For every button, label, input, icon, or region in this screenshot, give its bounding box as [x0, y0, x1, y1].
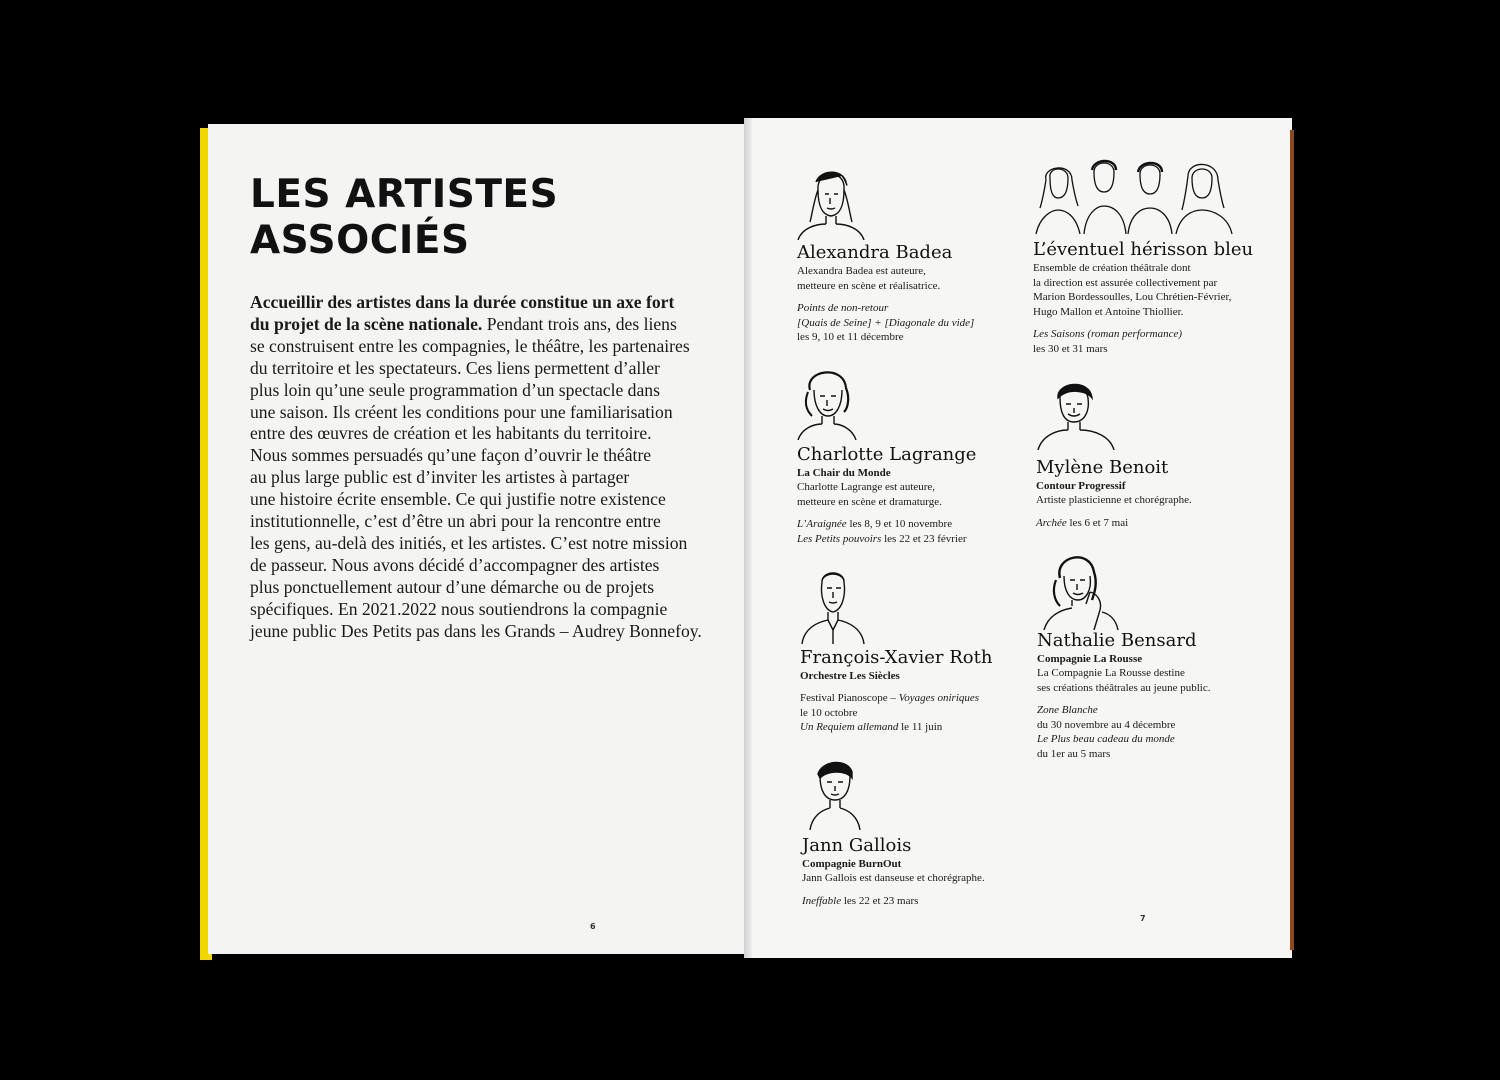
show-dates: du 30 novembre au 4 décembre	[1037, 718, 1176, 731]
page-title	[250, 172, 558, 264]
show-dates: les 22 et 23 février	[881, 532, 967, 545]
artist-entry	[1037, 630, 1211, 761]
show-title: Ineffable	[802, 894, 842, 907]
intro-text: Pendant trois ans, des liens	[482, 313, 677, 334]
show-title: [Quais de Seine] + [Diagonale du vide]	[797, 316, 975, 329]
show-line	[797, 316, 974, 331]
show-prefix: Festival Pianoscope –	[800, 692, 899, 704]
artist-company: Compagnie BurnOut	[802, 858, 902, 870]
page-number-left: 6	[590, 922, 596, 931]
show-line	[1036, 516, 1192, 531]
artist-entry	[802, 835, 985, 908]
artist-description: Hugo Mallon et Antoine Thiollier.	[1033, 305, 1184, 318]
spacer	[800, 683, 992, 691]
artist-description: Charlotte Lagrange est auteure,	[797, 481, 936, 493]
intro-bold: du projet de la scène nationale.	[250, 313, 483, 334]
show-line	[800, 720, 992, 735]
right-page-edge	[1290, 130, 1294, 950]
artist-company: Contour Progressif	[1036, 480, 1126, 492]
intro-line: jeune public Des Petits pas dans les Grands – Audrey Bonnefoy.	[250, 620, 702, 641]
show-title: Points de non-retour	[797, 302, 889, 314]
spacer	[1036, 508, 1192, 516]
intro-line: une saison. Ils créent les conditions pour une familiarisation	[250, 401, 673, 422]
show-line	[797, 517, 976, 532]
spacer	[797, 293, 974, 301]
intro-line: du territoire et les spectateurs. Ces liens permettent d’aller	[250, 357, 660, 378]
artist-name: Charlotte Lagrange	[797, 444, 977, 465]
artist-company: Orchestre Les Siècles	[800, 670, 900, 682]
intro-bold: Accueillir des artistes dans la durée constitue un axe fort	[250, 292, 675, 312]
intro-line: entre des œuvres de création et les habitants du territoire.	[250, 423, 652, 444]
artist-description: Marion Bordessoulles, Lou Chrétien-Février,	[1033, 291, 1232, 303]
show-dates: les 8, 9 et 10 novembre	[846, 518, 953, 530]
artist-entry	[797, 444, 976, 546]
artist-name: Alexandra Badea	[797, 242, 953, 263]
spacer	[797, 509, 976, 517]
intro-line: au plus large public est d’inviter les artistes à partager	[250, 467, 630, 488]
show-line	[797, 532, 976, 547]
artist-description: La Compagnie La Rousse destine	[1037, 667, 1185, 679]
portrait-francois-xavier-roth-icon	[800, 564, 866, 644]
intro-line: de passeur. Nous avons décidé d’accompagner des artistes	[250, 554, 660, 575]
intro-line: plus ponctuellement autour d’une démarche ou de projets	[250, 576, 655, 597]
show-line	[797, 301, 974, 316]
show-dates: le 10 octobre	[800, 706, 858, 719]
show-title: Voyages oniriques	[898, 692, 980, 704]
show-dates: les 30 et 31 mars	[1033, 342, 1108, 355]
intro-line: Nous sommes persuadés qu’une façon d’ouvrir le théâtre	[250, 445, 652, 466]
artist-description: Ensemble de création théâtrale dont	[1033, 262, 1191, 274]
intro-line: une histoire écrite ensemble. Ce qui justifie notre existence	[250, 489, 666, 510]
artist-description: metteure en scène et dramaturge.	[797, 495, 942, 508]
artist-name: L’éventuel hérisson bleu	[1033, 239, 1254, 260]
intro-line: spécifiques. En 2021.2022 nous soutiendrons la compagnie	[250, 598, 668, 619]
intro-line: se construisent entre les compagnies, le théâtre, les partenaires	[250, 335, 690, 356]
artist-description: Artiste plasticienne et chorégraphe.	[1036, 494, 1192, 506]
portrait-charlotte-lagrange-icon	[796, 362, 858, 440]
intro-line: institutionnelle, c’est d’être un abri pour la rencontre entre	[250, 511, 661, 532]
intro-line: les gens, au-delà des initiés, et les artistes. C’est notre mission	[250, 532, 688, 553]
artist-name: Jann Gallois	[802, 835, 912, 856]
show-title: Zone Blanche	[1037, 704, 1098, 716]
show-dates: les 9, 10 et 11 décembre	[797, 331, 904, 343]
show-dates: les 22 et 23 mars	[841, 894, 919, 907]
intro-line: plus loin qu’une seule programmation d’un spectacle dans	[250, 379, 660, 400]
show-line	[1033, 327, 1253, 342]
book-spine	[744, 118, 752, 958]
artist-description: ses créations théâtrales au jeune public.	[1037, 681, 1211, 694]
show-title: Les Petits pouvoirs	[797, 532, 882, 545]
show-title: Archée	[1036, 516, 1067, 529]
artist-description: la direction est assurée collectivement par	[1033, 276, 1218, 289]
spacer	[802, 886, 985, 894]
intro-line	[250, 292, 720, 314]
page-number-right: 7	[1140, 914, 1146, 923]
portrait-jann-gallois-icon	[806, 756, 864, 830]
artist-entry	[797, 242, 974, 345]
artist-description: Jann Gallois est danseuse et chorégraphe.	[802, 872, 985, 884]
portrait-alexandra-badea-icon	[796, 160, 866, 240]
spacer	[1037, 695, 1211, 703]
artist-entry	[800, 647, 992, 735]
show-dates: du 1er au 5 mars	[1037, 747, 1111, 760]
artist-description: Alexandra Badea est auteure,	[797, 265, 926, 277]
title-line: ASSOCIÉS	[250, 218, 470, 263]
show-line	[802, 894, 985, 909]
artist-entry	[1036, 457, 1192, 530]
show-title: Le Plus beau cadeau du monde	[1037, 733, 1175, 745]
show-title: Un Requiem allemand	[800, 721, 899, 733]
show-line	[1037, 732, 1211, 747]
artist-name: François-Xavier Roth	[800, 647, 993, 668]
show-line	[1037, 703, 1211, 718]
show-title: Les Saisons (roman performance)	[1033, 328, 1182, 340]
show-line	[800, 691, 992, 706]
artist-company: Compagnie La Rousse	[1037, 653, 1143, 665]
spacer	[1033, 319, 1253, 327]
artist-name: Mylène Benoit	[1036, 457, 1169, 478]
portrait-mylene-benoit-icon	[1036, 378, 1116, 450]
show-dates: les 6 et 7 mai	[1066, 516, 1129, 529]
intro-paragraph	[250, 292, 720, 643]
artist-company: La Chair du Monde	[797, 467, 891, 479]
artist-name: Nathalie Bensard	[1037, 630, 1197, 651]
portrait-group-herisson-bleu-icon	[1032, 158, 1238, 234]
portrait-nathalie-bensard-icon	[1040, 548, 1122, 630]
artist-entry	[1033, 239, 1253, 356]
intro-line	[250, 314, 720, 336]
artist-description: metteure en scène et réalisatrice.	[797, 279, 941, 292]
title-line: LES ARTISTES	[250, 172, 559, 217]
show-title: L’Araignée	[797, 518, 847, 530]
show-dates: le 11 juin	[898, 721, 943, 733]
